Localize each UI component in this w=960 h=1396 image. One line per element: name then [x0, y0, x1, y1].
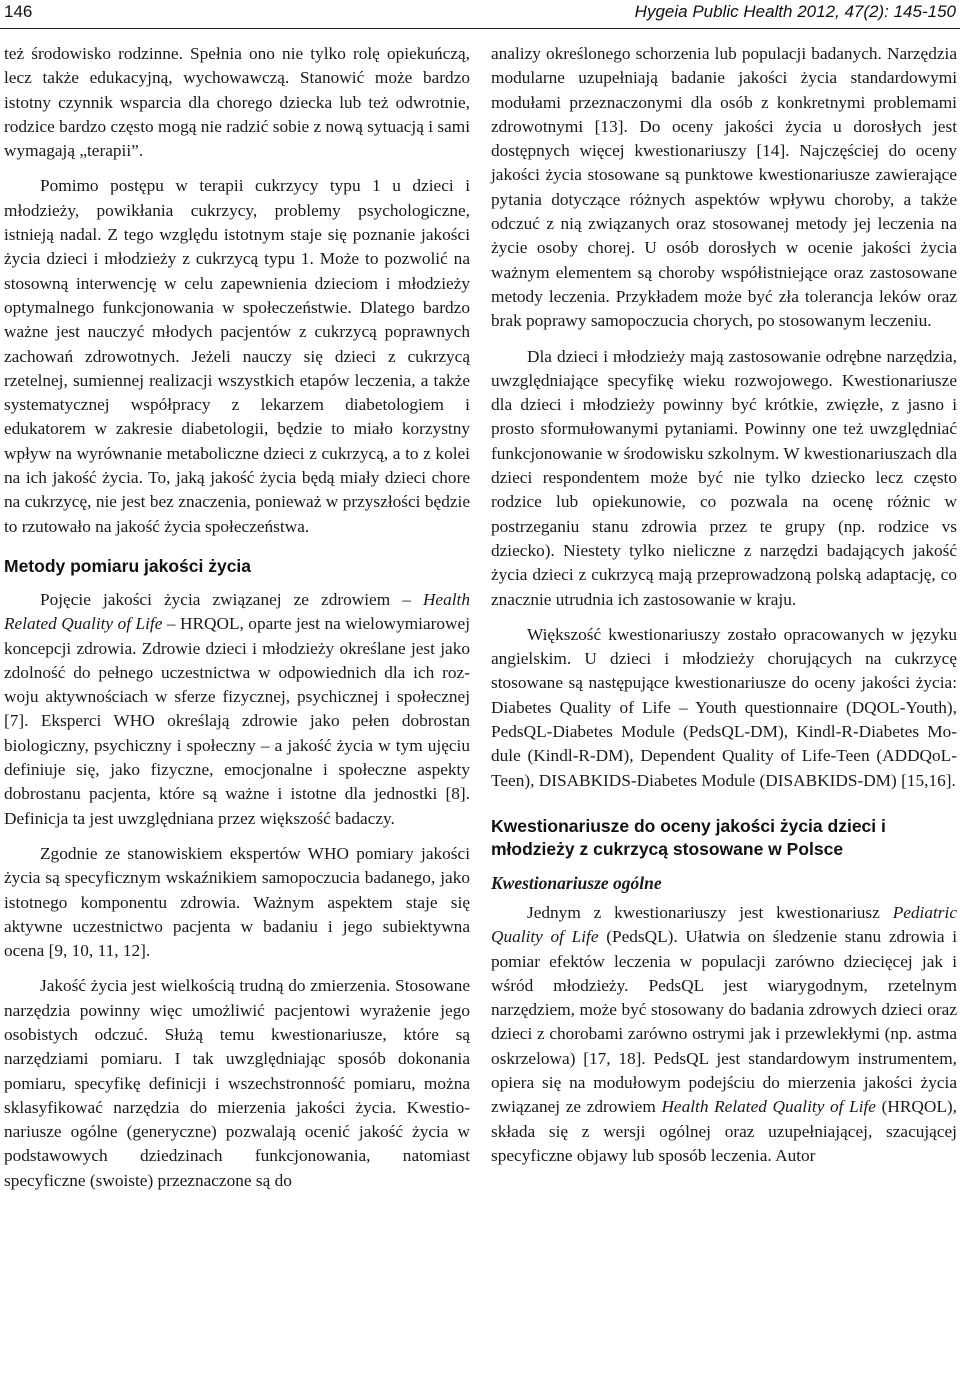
- paragraph: Pojęcie jakości życia związanej ze zdrowiem – Health Related Quality of Life – HRQOL, oparte jest na wielowymiarowej koncepcji zdrowia. Zdrowie dzieci i młodzieży określane jest jako zdolność do pełnego uczestnictwa w odpowiednich dla ich rozwoju aktywnościach w sferze fizycznej, psychicznej i społecznej [7]. Eksperci WHO określają zdrowie jako pełen dobrostan biologiczny, psychiczny i społeczny – a jakość życia w tym ujęciu definiuje się, jako fizyczne, emocjonalne i społeczne aspekty dobrostanu pacjenta, które są ważne i istotne dla jednostki [8]. Definicja ta jest uwzględniana przez większość badaczy.: [4, 589, 471, 828]
- italic-term: Health Related Quality of Life: [4, 589, 470, 634]
- paragraph: analizy określonego schorzenia lub populacji badanych. Narzędzia modularne uzupełniają badanie jakości życia standardowymi modułami przeznaczonymi dla osób z konkretnymi problemami zdrowotnymi [13]. Do oceny jakości życia u dorosłych jest dostępnych więcej kwestionariuszy [14]. Najczęściej do oceny jakości życia stosowane są punktowe kwestionariusze zawierające pytania dotyczące różnych aspektów wpływu choroby, a także odczuć z nią związanych oraz stosowanej metody jej leczenia na życie osoby chorej. U osób dorosłych w ocenie jakości życia ważnym elementem są choroby współistniejące oraz zastosowane metody leczenia. Przykładem może być zła tolerancja leków oraz brak poprawy samopoczucia chorych, po stosowanym leczeniu.: [491, 44, 957, 331]
- section-heading-methods: Metody pomiaru jakości życia: [4, 555, 252, 576]
- header-rule: [0, 28, 960, 29]
- paragraph: też środowisko rodzinne. Spełnia ono nie tylko rolę opiekuńczą, lecz także edukacyjną, wychowawczą. Stanowić może bardzo istotny czynnik wsparcia dla chorego dziecka lub też odwrotnie, rodzice bardzo często mogą nie radzić sobie z nową sytuacją i sami wymagają „terapii”.: [4, 44, 470, 161]
- left-column: [4, 42, 470, 1193]
- paragraph: Większość kwestionariuszy zostało opracowanych w języku angielskim. U dzieci i młodzieży chorujących na cukrzycę stosowane są następujące kwestionariusze do oceny jakości życia: Diabetes Quality of Life – Youth questionnaire (DQOL-Youth), PedsQL-Diabetes Module (PedsQL-DM), Kindl-R-Diabetes Module (Kindl-R-DM), Dependent Quality of Life-Teen (ADDQoL-Teen), DISABKIDS-Diabetes Module (DISABKIDS-DM) [15,16].: [491, 624, 957, 790]
- paragraph: Jakość życia jest wielkością trudną do zmierzenia. Stosowane narzędzia powinny więc umożliwić pacjentowi wyrażenie jego osobistych odczuć. Służą temu kwestionariusze, które są narzędziami pomiaru. I tak uwzględniając sposób dokonania pomiaru, specyfikę definicji i wszechstronność pomiaru, można sklasyfikować narzędzia do mierzenia jakości życia. Kwestionariusze ogólne (generyczne) pozwalają ocenić jakość życia w podstawowych dziedzinach funkcjonowania, natomiast specyficzne (swoiste) przeznaczone są do: [4, 976, 470, 1190]
- running-header: [0, 0, 960, 26]
- paragraph: Jednym z kwestionariuszy jest kwestionariusz Pediatric Quality of Life (PedsQL). Ułatwia on śledzenie stanu zdrowia i pomiar efektów leczenia w populacji zarówno dziecięcej jak i wśród młodzieży. PedsQL jest wiarygodnym, rzetelnym narzędziem, może być stosowany do badania zdrowych dzieci oraz dzieci z chorobami zarówno ostrymi jak i przewlekłymi (np. astma oskrzelowa) [17, 18]. PedsQL jest standardowym instrumentem, opiera się na modułowym podejściu do mierzenia jakości życia związanej ze zdrowiem Health Related Quality of Life (HRQOL), składa się z wersji ogólnej oraz uzupełniającej, szacującej specyficzne objawy lub sposób leczenia. Autor: [491, 902, 958, 1165]
- subsection-heading-general: Kwestionariusze ogólne: [491, 872, 662, 893]
- section-heading-questionnaires: Kwestionariusze do oceny jakości życia dzieci i młodzieży z cukrzycą stosowane w Polsce: [491, 815, 886, 859]
- paragraph: Dla dzieci i młodzieży mają zastosowanie odrębne narzędzia, uwzględniające specyfikę wieku rozwojowego. Kwestionariusze dla dzieci i młodzieży powinny być krótkie, zwięzłe, z jasno i prosto sformułowanymi pytaniami. Powinny one też uwzględniać funkcjonowanie w środowisku szkolnym. W kwestionariuszach dla dzieci respondentem może być nie tylko dziecko lecz często rodzice lub opiekunowie, co pozwala na ocenę różnic w postrzeganiu stanu zdrowia przez te grupy (np. rodzice vs dziecko). Niestety tylko nieliczne z narzędzi badających jakość życia dzieci z cukrzycą mają przeprowadzoną polską adaptację, co znacznie utrudnia ich zastosowanie w kraju.: [491, 346, 957, 609]
- italic-term: Health Related Quality of Life: [661, 1097, 876, 1117]
- right-column: [491, 42, 957, 1168]
- paragraph: Pomimo postępu w terapii cukrzycy typu 1 u dzieci i młodzieży, powikłania cukrzycy, problemy psychologiczne, istnieją nadal. Z tego względu istotnym staje się poznanie jakości życia dzieci i młodzieży z cukrzycą typu 1. Może to pozwolić na stosowną interwencję w celu zapewnienia dzieciom i młodzieży optymalnego funkcjonowania w społeczeństwie. Dlatego bardzo ważne jest nauczyć młodych pacjentów z cukrzycą poprawnych zachowań zdrowotnych. Jeżeli nauczy się dzieci z cukrzycą rzetelnej, sumiennej realizacji wszystkich etapów leczenia, a także systematycznej współpracy z lekarzem diabetologiem i edukatorem w zakresie diabetologii, będzie to miało korzystny wpływ na wyrównanie metaboliczne dzieci z cukrzycą, a to z kolei na ich jakość życia. To, jaką jakość życia będą miały dzieci chore na cukrzycę, nie jest bez znaczenia, ponieważ w przyszłości będzie to rzutowało na jakość życia społeczeństwa.: [4, 176, 470, 536]
- journal-reference: Hygeia Public Health 2012, 47(2): 145-150: [634, 2, 956, 21]
- paragraph: Zgodnie ze stanowiskiem ekspertów WHO pomiary jakości życia są specyficznym wskaźnikiem samopoczucia badanego, jako istotnego komponentu zdrowia. Ważnym aspektem staje się aktywne uczestnictwo pacjenta w badaniu i jego subiektywna ocena [9, 10, 11, 12].: [4, 843, 470, 961]
- page-number: 146: [4, 2, 33, 21]
- italic-term: Pediatric Quality of Life: [491, 902, 957, 947]
